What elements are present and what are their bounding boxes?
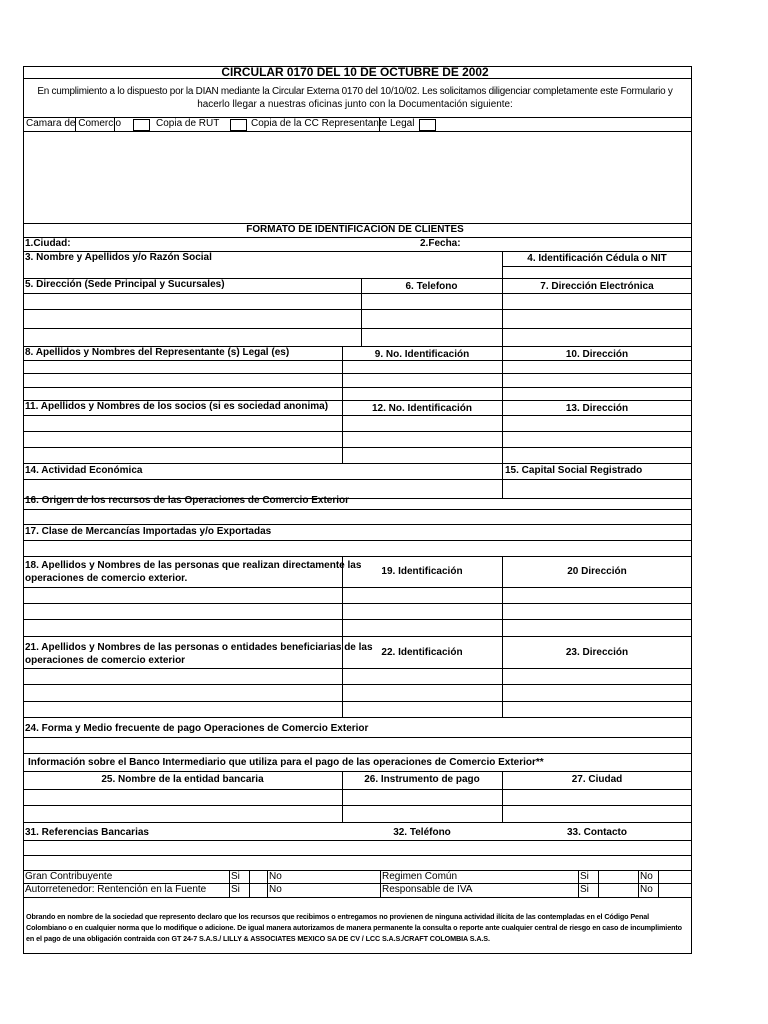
rule bbox=[267, 870, 268, 897]
rule bbox=[23, 805, 692, 806]
rule bbox=[23, 789, 692, 790]
rule bbox=[114, 117, 115, 131]
field-beneficiarios-dir-label: 23. Dirección bbox=[565, 647, 629, 658]
rule bbox=[23, 293, 692, 294]
autorretenedor-label: Autorretenedor: Rentención en la Fuente bbox=[25, 884, 207, 895]
iva-no-option[interactable]: No bbox=[640, 884, 653, 895]
rule bbox=[23, 463, 692, 464]
field-actividad-label: 14. Actividad Económica bbox=[25, 465, 143, 476]
rule bbox=[23, 237, 692, 238]
rule bbox=[23, 684, 692, 685]
rule bbox=[23, 360, 692, 361]
field-direccion-label: 5. Dirección (Sede Principal y Sucursales) bbox=[25, 279, 225, 290]
field-beneficiarios-id-label: 22. Identificación bbox=[381, 647, 463, 658]
rule bbox=[23, 540, 692, 541]
rule bbox=[342, 636, 343, 717]
autorret-no-option[interactable]: No bbox=[269, 884, 282, 895]
rule bbox=[75, 117, 76, 131]
rule bbox=[23, 771, 692, 772]
doc-rut-checkbox[interactable] bbox=[230, 119, 247, 131]
regimen-comun-label: Regimen Común bbox=[382, 871, 458, 882]
rule bbox=[23, 636, 692, 637]
field-referencias-label: 31. Referencias Bancarias bbox=[25, 827, 149, 838]
legal-line: Colombiano o en cualquier norma que lo modifique o adicione. De igual manera autorizamos de manera permanente la consulta o reporte ante cualquier central de riesgo en caso de incumplimiento bbox=[26, 923, 682, 932]
rule bbox=[229, 870, 230, 897]
rule bbox=[502, 636, 503, 717]
field-entidad-label: 25. Nombre de la entidad bancaria bbox=[101, 774, 264, 785]
rule bbox=[23, 431, 692, 432]
field-telefono-label: 6. Telefono bbox=[405, 281, 458, 292]
rule bbox=[342, 400, 343, 463]
field-bank-ciudad-label: 27. Ciudad bbox=[571, 774, 623, 785]
field-instrumento-label: 26. Instrumento de pago bbox=[364, 774, 480, 785]
rule bbox=[23, 668, 692, 669]
intro-text-2: hacerlo llegar a nuestras oficinas junto con la Documentación siguiente: bbox=[197, 99, 513, 110]
field-representante-label: 8. Apellidos y Nombres del Representante (s) Legal (es) bbox=[25, 347, 290, 358]
rule bbox=[23, 479, 692, 480]
legal-line: en el pago de una obligación contraida con GT 24-7 S.A.S./ LILLY & ASSOCIATES MEXICO SA DE CV / LCC S.A.S./CRAFT COLOMBIA S.A.S. bbox=[26, 934, 490, 943]
field-ref-telefono-label: 32. Teléfono bbox=[393, 827, 451, 838]
rule bbox=[23, 717, 692, 718]
gran-no-option[interactable]: No bbox=[269, 871, 282, 882]
rule bbox=[23, 603, 692, 604]
legal-declaration bbox=[26, 911, 688, 944]
responsable-iva-label: Responsable de IVA bbox=[382, 884, 473, 895]
field-beneficiarios-label: 21. Apellidos y Nombres de las personas o entidades beneficiarias de las bbox=[25, 642, 373, 653]
rule bbox=[502, 251, 503, 278]
field-beneficiarios-label-2: operaciones de comercio exterior bbox=[25, 655, 186, 666]
field-fecha-label: 2.Fecha: bbox=[420, 238, 461, 249]
regimen-no-option[interactable]: No bbox=[640, 871, 653, 882]
rule bbox=[638, 870, 639, 897]
rule bbox=[23, 822, 692, 823]
rule bbox=[502, 266, 692, 267]
intro-text: En cumplimiento a lo dispuesto por la DIAN mediante la Circular Externa 0170 del 10/10/02. Les solicitamos diligenciar completamente este Formulario y bbox=[37, 86, 673, 97]
field-nit-label: 4. Identificación Cédula o NIT bbox=[527, 253, 667, 264]
field-ref-contacto-label: 33. Contacto bbox=[566, 827, 627, 838]
doc-camara-label: Camara de Comercio bbox=[26, 118, 122, 129]
rule bbox=[502, 771, 503, 822]
rule bbox=[23, 587, 692, 588]
rule bbox=[380, 870, 381, 897]
rule bbox=[23, 524, 692, 525]
rule bbox=[361, 278, 362, 346]
rule bbox=[379, 117, 380, 131]
field-origen-label: 16. Origen de los recursos de las Operaciones de Comercio Exterior bbox=[25, 495, 350, 506]
section-title: FORMATO DE IDENTIFICACION DE CLIENTES bbox=[246, 224, 464, 235]
rule bbox=[23, 328, 692, 329]
rule bbox=[23, 870, 692, 871]
form-title: CIRCULAR 0170 DEL 10 DE OCTUBRE DE 2002 bbox=[221, 65, 489, 79]
doc-rut-label: Copia de RUT bbox=[156, 118, 220, 129]
field-personas-label: 18. Apellidos y Nombres de las personas que realizan directamente las bbox=[25, 560, 362, 571]
rule bbox=[23, 556, 692, 557]
rule bbox=[342, 346, 343, 400]
rule bbox=[578, 870, 579, 897]
rule bbox=[23, 415, 692, 416]
form-frame bbox=[23, 66, 692, 954]
rule bbox=[23, 509, 692, 510]
gran-contribuyente-label: Gran Contribuyente bbox=[25, 871, 113, 882]
rule bbox=[23, 737, 692, 738]
field-personas-id-label: 19. Identificación bbox=[381, 566, 463, 577]
rule bbox=[342, 556, 343, 636]
rule bbox=[23, 840, 692, 841]
rule bbox=[23, 701, 692, 702]
rule bbox=[23, 309, 692, 310]
rule bbox=[23, 447, 692, 448]
rule bbox=[23, 619, 692, 620]
field-capital-label: 15. Capital Social Registrado bbox=[505, 465, 643, 476]
rule bbox=[502, 556, 503, 636]
autorret-si-option[interactable]: Si bbox=[231, 884, 240, 895]
rule bbox=[598, 870, 599, 897]
field-rep-id-label: 9. No. Identificación bbox=[374, 349, 470, 360]
legal-line: Obrando en nombre de la sociedad que represento declaro que los recursos que recibimos o entregamos no provienen de ninguna actividad ilícita de las contempladas en el Código Penal bbox=[26, 912, 650, 921]
doc-cc-label: Copia de la CC Representante Legal bbox=[251, 118, 415, 129]
rule bbox=[23, 855, 692, 856]
field-socios-label: 11. Apellidos y Nombres de los socios (si es sociedad anonima) bbox=[25, 401, 329, 412]
regimen-si-option[interactable]: Si bbox=[580, 871, 589, 882]
rule bbox=[23, 387, 692, 388]
rule bbox=[502, 278, 503, 346]
doc-cc-checkbox[interactable] bbox=[419, 119, 436, 131]
field-email-label: 7. Dirección Electrónica bbox=[540, 281, 654, 292]
gran-si-option[interactable]: Si bbox=[231, 871, 240, 882]
field-socios-id-label: 12. No. Identificación bbox=[371, 403, 473, 414]
field-personas-label-2: operaciones de comercio exterior. bbox=[25, 573, 188, 584]
rule bbox=[502, 400, 503, 463]
field-razon-social-label: 3. Nombre y Apellidos y/o Razón Social bbox=[25, 252, 212, 263]
field-personas-dir-label: 20 Dirección bbox=[567, 566, 627, 577]
field-mercancias-label: 17. Clase de Mercancías Importadas y/o Exportadas bbox=[25, 526, 272, 537]
rule bbox=[23, 373, 692, 374]
rule bbox=[502, 463, 503, 498]
field-rep-dir-label: 10. Dirección bbox=[565, 349, 629, 360]
rule bbox=[23, 753, 692, 754]
rule bbox=[23, 78, 692, 79]
rule bbox=[342, 771, 343, 822]
rule bbox=[502, 346, 503, 400]
field-socios-dir-label: 13. Dirección bbox=[565, 403, 629, 414]
field-forma-pago-label: 24. Forma y Medio frecuente de pago Operaciones de Comercio Exterior bbox=[25, 723, 369, 734]
bank-info-label: Información sobre el Banco Intermediario que utiliza para el pago de las operaciones de Comercio Exterior** bbox=[28, 757, 544, 768]
iva-si-option[interactable]: Si bbox=[580, 884, 589, 895]
doc-camara-checkbox[interactable] bbox=[133, 119, 150, 131]
rule bbox=[249, 870, 250, 897]
field-ciudad-label: 1.Ciudad: bbox=[25, 238, 71, 249]
rule bbox=[658, 870, 659, 897]
rule bbox=[23, 131, 692, 132]
rule bbox=[23, 897, 692, 898]
